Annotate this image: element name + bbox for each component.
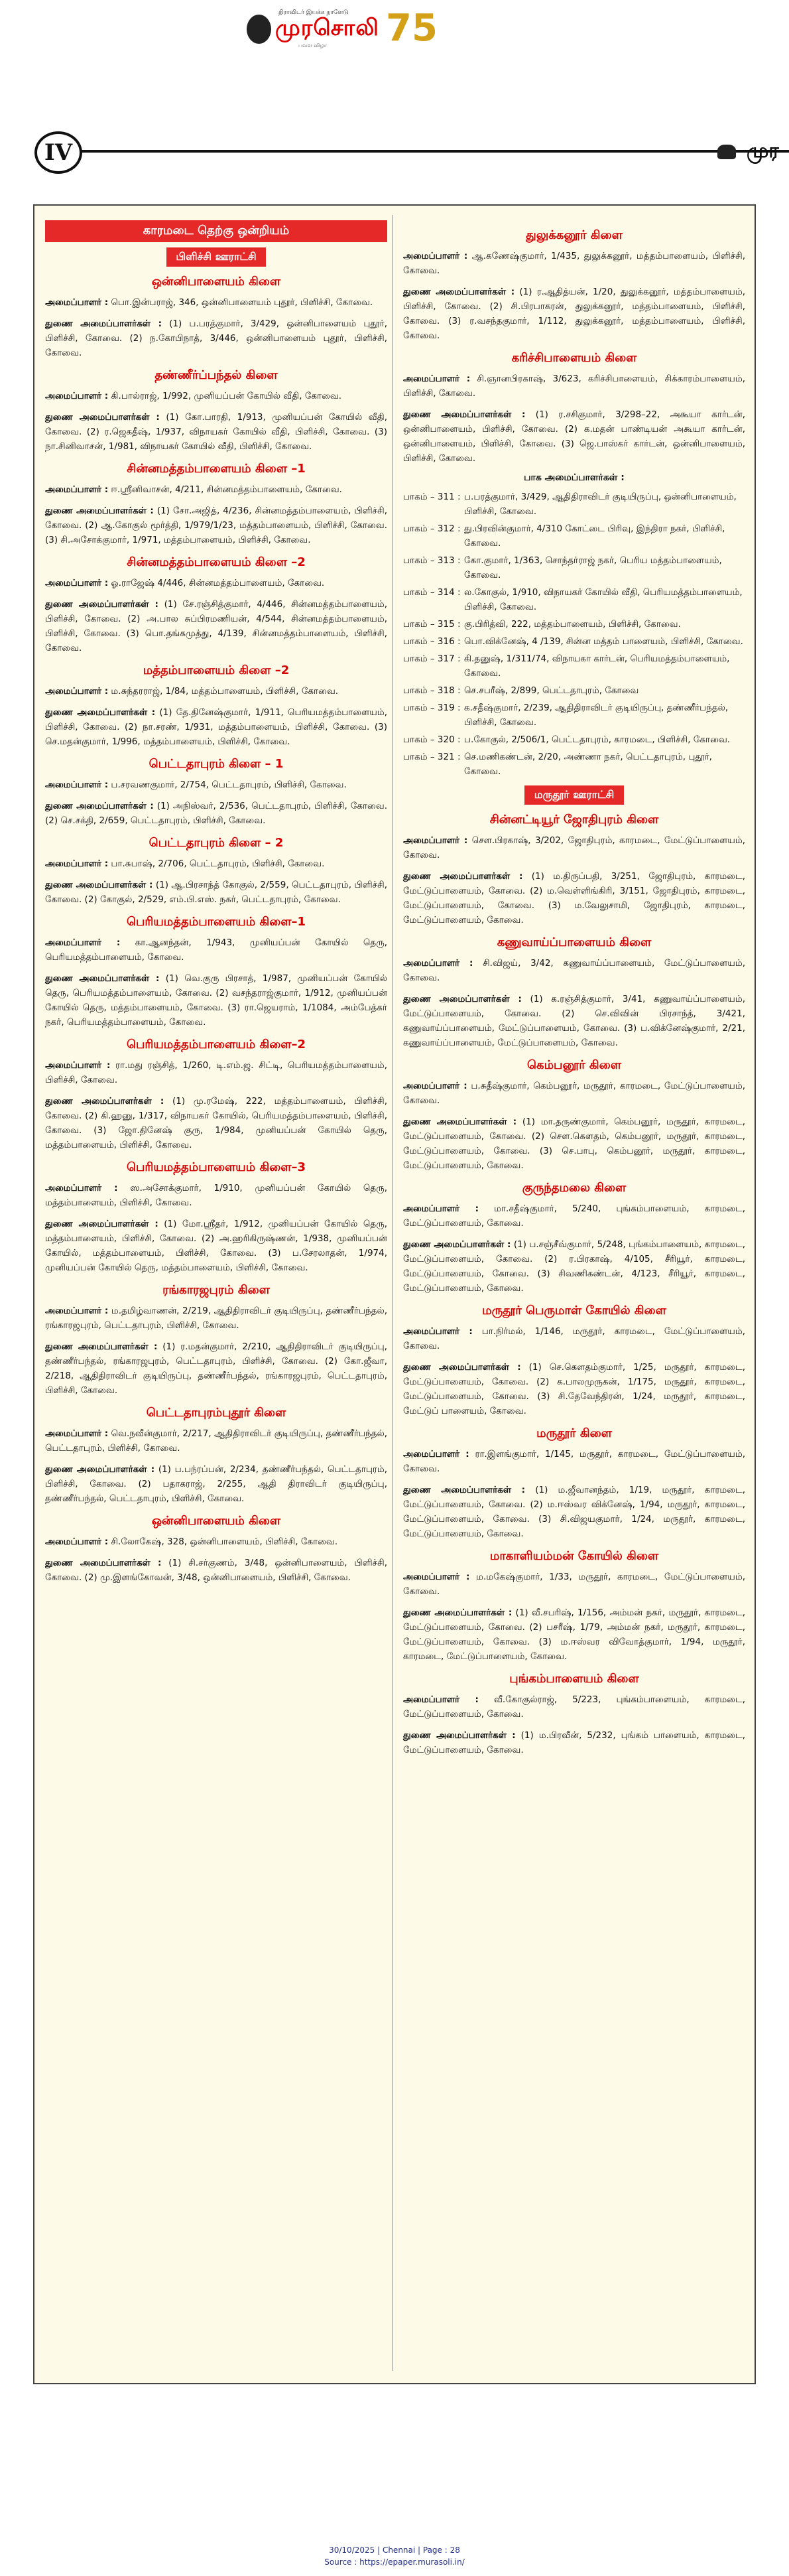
branch-title: தண்ணீர்ப்பந்தல் கிளை [154,368,278,382]
organiser-label: அமைப்பாளர் : [45,858,109,869]
branch-title: பெட்டதாபுரம்புதூர் கிளை [146,1406,286,1420]
deputy-text: (1) வீ.சபரிஷ், 1/156, அம்மன் நகர், மருதூர், காரமடை, மேட்டுப்பாளையம், கோவை. (2) பசரீஷ், 1/79, அம்மன் நகர், மருதூர், காரமடை, மேட்டுப்பாளையம், கோவை. (3) ம.ஈஸ்வர விவோத்குமார், 1/94, மருதூர், காரமடை, மேட்டுப்பாளையம், கோவை. [403,1607,745,1662]
booth-organiser: பொ.விக்னேஷ், 4 /139, சின்ன மத்தம் பாளையம், பிளிச்சி, கோவை. [464,636,743,647]
masthead-name: முரசொலி [275,15,379,41]
booth-number: பாகம் – 319 : [403,703,461,713]
organiser-entry [45,778,387,792]
deputy-text: (1) தே.தினேஷ்குமார், 1/911, பெரியமத்தம்பாளையம், பிளிச்சி, கோவை. (2) நா.சரண், 1/931, மத்தம்பாளையம், பிளிச்சி, கோவை. (3) செ.மதன்குமார், 1/996, மத்தம்பாளையம், பிளிச்சி, கோவை. [45,707,387,747]
organiser-text: சி.லோகேஷ், 328, ஒன்னிபாளையம், பிளிச்சி, கோவை. [111,1536,338,1547]
deputy-label: துணை அமைப்பாளர்கள் : [45,1558,162,1568]
organiser-label: அமைப்பாளர் : [45,391,109,401]
booth-number: பாகம் – 320 : [403,734,461,745]
murasoli-logo [247,12,379,46]
booth-organiser: ப.கோகுல், 2/506/1, பெட்டதாபுரம், காரமடை, பிளிச்சி, கோவை. [464,734,731,745]
deputy-label: துணை அமைப்பாளர்கள் : [45,707,156,718]
branch-title: மத்தம்பாளையம் கிளை –2 [143,663,290,677]
branch-title: கெம்பனூர் கிளை [527,1058,621,1072]
branch-title: புங்கம்பாளையம் கிளை [509,1672,639,1686]
branch-title: ரங்காரஜபுரம் கிளை [162,1283,270,1297]
booth-row [403,490,745,519]
deputy-label: துணை அமைப்பாளர்கள் : [403,994,522,1004]
anniversary-badge [386,5,443,52]
booth-row [403,701,745,730]
left-column [45,220,387,1592]
organiser-label: அமைப்பாளர் : [45,686,109,697]
booth-number: பாகம் – 312 : [403,523,461,534]
panchayat-title: பிளிச்சி ஊராட்சி [166,247,266,267]
booth-number: பாகம் – 313 : [403,555,461,566]
organiser-text: சி.விஜய், 3/42, கணுவாய்ப்பாளையம், மேட்டுப்பாளையம், கோவை. [403,958,745,983]
branch-title: ஒன்னிபாளையம் கிளை [151,275,281,289]
deputy-entry [403,407,745,466]
organiser-entry [45,482,387,497]
deputy-text: (1) ப.சஞ்சீவ்குமார், 5/248, புங்கம்பாளையம், காரமடை, மேட்டுப்பாளையம், கோவை. (2) ர.பிரகாஷ், 4/105, சீரியூர், காரமடை, மேட்டுப்பாளையம், கோவை. (3) சிவணிகண்டன், 4/123, சீரியூர், காரமடை, மேட்டுப்பாளையம், கோவை. [403,1239,745,1294]
organiser-entry [45,684,387,699]
booth-organiser: க.சதீஷ்குமார், 2/239, ஆதிதிராவிடர் குடியிருப்பு, தண்ணீர்பந்தல், பிளிச்சி, கோவை. [464,703,729,728]
page-numeral-badge: IV [34,131,82,174]
booth-number: பாகம் – 311 : [403,492,461,502]
masthead [0,0,789,53]
booth-number: பாகம் – 315 : [403,619,461,630]
organiser-label: அமைப்பாளர் : [403,373,471,384]
deputy-label: துணை அமைப்பாளர்கள் : [403,1362,521,1373]
organiser-label: அமைப்பாளர் : [45,578,109,588]
booth-number: பாகம் – 316 : [403,636,461,647]
organiser-text: வெ.நவீன்குமார், 2/217, ஆதிதிராவிடர் குடியிருப்பு, தண்ணீர்பந்தல், பெட்டதாபுரம், பிளிச்சி, கோவை. [45,1428,387,1454]
branch-title: கணுவாய்ப்பாளையம் கிளை [497,935,652,949]
branch-title: கரிச்சிபாளையம் கிளை [511,351,637,365]
deputy-text: (1) ர.மதன்குமார், 2/210, ஆதிதிராவிடர் குடியிருப்பு, தண்ணீர்பந்தல், ரங்காரஜபுரம், பெட்டதாபுரம், பிளிச்சி, கோவை. (2) கோ.ஜீவா, 2/218, ஆதிதிராவிடர் குடியிருப்பு, தண்ணீர்பந்தல், ரங்காரஜபுரம், பெட்டதாபுரம், பிளிச்சி, கோவை. [45,1341,387,1396]
deputy-entry [403,869,745,927]
footer-date: 30/10/2025 | Chennai | Page : 28 [329,2545,460,2555]
organiser-text: மா.சதீஷ்குமார், 5/240, புங்கம்பாளையம், காரமடை, மேட்டுப்பாளையம், கோவை. [403,1203,746,1229]
organiser-entry [403,833,745,862]
booth-heading: பாக அமைப்பாளர்கள் : [524,472,625,483]
deputy-label: துணை அமைப்பாளர்கள் : [403,287,515,297]
organiser-label: அமைப்பாளர் : [45,1183,118,1193]
organiser-label: அமைப்பாளர் : [403,1081,467,1091]
organiser-label: அமைப்பாளர் : [403,1449,469,1459]
deputy-label: துணை அமைப்பாளர்கள் : [45,801,154,811]
booth-organiser: செ.மணிகண்டன், 2/20, அண்ணா நகர், பெட்டதாபுரம், புதூர், கோவை. [464,752,712,777]
organiser-text: ம.மகேஷ்குமார், 1/33, மருதூர், காரமடை, மேட்டுப்பாளையம், கோவை. [403,1572,746,1597]
deputy-entry [403,1237,745,1296]
booth-organiser: கு.பிரித்வி, 222, மத்தம்பாளையம், பிளிச்சி, கோவை. [464,619,681,630]
deputy-text: (1) ஆ.பிரசாந்த் கோகுல், 2/559, பெட்டதாபுரம், பிளிச்சி, கோவை. (2) கோகுல், 2/529, எம்.பி.எஸ். நகர், பெட்டதாபுரம், கோவை. [45,880,387,905]
booth-row [403,634,745,649]
deputy-entry [403,1115,745,1173]
deputy-label: துணை அமைப்பாளர்கள் : [403,1485,526,1495]
booth-organiser: கி.தனுஷ், 1/311/74, விநாயகா கார்டன், பெரியமத்தம்பாளையம், கோவை. [464,653,730,679]
right-column [403,220,745,1764]
deputy-entry [403,1360,745,1418]
organiser-entry [45,1181,387,1210]
organiser-text: பொ.இன்பராஜ், 346, ஒன்னிபாளையம் புதூர், பிளிச்சி, கோவை. [111,297,373,308]
organiser-text: ம.தமிழ்வாணன், 2/219, ஆதிதிராவிடர் குடியிருப்பு, தண்ணீர்பந்தல், ரங்காரஜபுரம், பெட்டதாபுரம், பிளிச்சி, கோவை. [45,1306,387,1331]
organiser-entry [403,372,745,401]
deputy-label: துணை அமைப்பாளர்கள் : [403,1730,516,1741]
deputy-label: துணை அமைப்பாளர்கள் : [45,412,160,423]
deputy-label: துணை அமைப்பாளர்கள் : [403,1607,513,1618]
branch-title: குருந்தமலை கிளை [522,1181,627,1195]
deputy-text: (1) ப.பந்ரப்பன், 2/234, தண்ணீர்பந்தல், பெட்டதாபுரம், பிளிச்சி, கோவை. (2) பதாகராஜ், 2/255, ஆதி திராவிடர் குடியிருப்பு, தண்ணீர்பந்தல், பெட்டதாபுரம், பிளிச்சி, கோவை. [45,1464,388,1504]
deputy-label: துணை அமைப்பாளர்கள் : [45,973,160,984]
branch-title: பெட்டதாபுரம் கிளை – 1 [149,757,284,771]
booth-organiser: து.பிரவின்குமார், 4/310 கோட்டை பிரிவு, இந்திரா நகர், பிளிச்சி, கோவை. [464,523,725,549]
organiser-entry [403,249,745,278]
organiser-label: அமைப்பாளர் : [403,958,473,969]
booth-row [403,683,745,698]
organiser-text: சி.ஞானபிரகாஷ், 3/623, கரிச்சிபாளையம், சிக்காரம்பாளையம், பிளிச்சி, கோவை. [403,373,745,399]
booth-organiser: ல.கோகுல், 1/910, விநாயகர் கோயில் வீதி, பெரியமத்தம்பாளையம், பிளிச்சி, கோவை. [464,587,743,612]
deputy-label: துணை அமைப்பாளர்கள் : [45,880,153,890]
deputy-entry [403,285,745,343]
organiser-entry [45,576,387,590]
organiser-label: அமைப்பாளர் : [403,1203,479,1214]
organiser-entry [403,1079,745,1108]
booth-row [403,521,745,551]
deputy-text: (1) செ.கௌதம்குமார், 1/25, மருதூர், காரமடை, மேட்டுப்பாளையம், கோவை. (2) க.பாலமுருகன், 1/175, மருதூர், காரமடை, மேட்டுப்பாளையம், கோவை. (3) சி.தேவேந்திரன், 1/24, மருதூர், காரமடை, மேட்டுப் பாளையம், கோவை. [403,1362,746,1416]
organiser-label: அமைப்பாளர் : [403,251,468,261]
deputy-text: (1) ம.பிரவீன், 5/232, புங்கம் பாளையம், காரமடை, மேட்டுப்பாளையம், கோவை. [403,1730,746,1755]
organiser-text: ஓ.ராஜேஷ் 4/446, சின்னமத்தம்பாளையம், கோவை. [111,578,325,588]
organiser-entry [403,1692,745,1722]
booth-row [403,585,745,614]
deputy-text: (1) ர.சசிகுமார், 3/298–22, அகூயா கார்டன், ஒன்னிபாளையம், பிளிச்சி, கோவை. (2) க.மதன் பாண்டியன் அகூயா கார்டன், ஒன்னிபாளையம், பிளிச்சி, கோவை. (3) ஜெ.பாஸ்கர் கார்டன், ஒன்னிபாளையம், பிளிச்சி, கோவை. [403,409,746,464]
deputy-text: (1) ம.ஜீவானந்தம், 1/19, மருதூர், காரமடை, மேட்டுப்பாளையம், கோவை. (2) ம.ஈஸ்வர விக்னேஷ், 1/94, மருதூர், காரமடை, மேட்டுப்பாளையம், கோவை. (3) சி.விஜயகுமார், 1/24, மருதூர், காரமடை, மேட்டுப்பாளையம், கோவை. [403,1485,745,1539]
booth-organiser: செ.சபரீஷ், 2/899, பெட்டதாபுரம், கோவை [464,685,639,696]
deputy-entry [45,316,387,360]
organiser-label: அமைப்பாளர் : [403,835,468,846]
article-panel [33,204,756,2384]
branch-title: பெரியமத்தம்பாளையம் கிளை–3 [126,1160,306,1174]
tiger-icon [717,145,736,159]
deputy-label: துணை அமைப்பாளர்கள் : [403,1239,511,1250]
panchayat-title: மருதூர் ஊராட்சி [524,785,624,805]
organiser-entry [45,935,387,965]
organiser-label: அமைப்பாளர் : [45,937,121,948]
organiser-text: ஈ.ஸ்ரீனிவாசன், 4/211, சின்னமத்தம்பாளையம், கோவை. [111,484,342,495]
branch-title: சின்னமத்தம்பாளையம் கிளை –1 [127,462,306,476]
deputy-entry [45,971,387,1030]
organiser-text: கி.பால்ராஜ், 1/992, முனியப்பன் கோயில் வீதி, கோவை. [111,391,342,401]
organiser-entry [45,1534,387,1549]
booth-row [403,617,745,632]
organiser-label: அமைப்பாளர் : [45,1060,111,1071]
deputy-text: (1) மா.தருண்குமார், கெம்பனூர், மருதூர், காரமடை, மேட்டுப்பாளையம், கோவை. (2) சௌ.கௌதம், கெம்பனூர், மருதூர், காரமடை, மேட்டுப்பாளையம், கோவை. (3) செ.பாபு, கெம்பனூர், மருதூர், காரமடை, மேட்டுப்பாளையம், கோவை. [403,1117,746,1171]
branch-title: மருதூர் கிளை [536,1426,612,1440]
deputy-text: (1) அநிஸ்வர், 2/536, பெட்டதாபுரம், பிளிச்சி, கோவை. (2) செ.சக்தி, 2/659, பெட்டதாபுரம், பிளிச்சி, கோவை. [45,801,388,826]
organiser-entry [403,1324,745,1353]
organiser-entry [403,1570,745,1599]
organiser-label: அமைப்பாளர் : [45,484,109,495]
organiser-text: ரா.இளங்குமார், 1/145, மருதூர், காரமடை, மேட்டுப்பாளையம், கோவை. [403,1449,745,1474]
branch-title: சின்னட்டியூர் ஜோதிபுரம் கிளை [489,813,659,827]
deputy-entry [45,1462,387,1506]
deputy-text: (1) ப.பரத்குமார், 3/429, ஒன்னிபாளையம் புதூர், பிளிச்சி, கோவை. (2) ந.கோபிநாத், 3/446, ஒன்னிபாளையம் புதூர், பிளிச்சி, கோவை. [45,318,388,358]
booth-number: பாகம் – 321 : [403,752,461,762]
deputy-entry [45,878,387,907]
deputy-text: (1) மு.ரமேஷ், 222, மத்தம்பாளையம், பிளிச்சி, கோவை. (2) கி.ஹனு, 1/317, விநாயகர் கோயில், பெரியமத்தம்பாளையம், பிளிச்சி, கோவை. (3) ஜோ.தினேஷ் குரு, 1/984, முனியப்பன் கோயில் தெரு, மத்தம்பாளையம், பிளிச்சி, கோவை. [45,1096,387,1150]
union-title: காரமடை தெற்கு ஒன்றியம் [45,220,387,242]
drum-icon [247,15,271,44]
organiser-text: பா.நிர்மல், 1/146, மருதூர், காரமடை, மேட்டுப்பாளையம், கோவை. [403,1326,745,1351]
organiser-text: ஆ.கணேஷ்குமார், 1/435, துலுக்கனூர், மத்தம்பாளையம், பிளிச்சி, கோவை. [403,251,745,276]
organiser-entry [45,389,387,403]
organiser-text: பா.சுபாஷ், 2/706, பெட்டதாபுரம், பிளிச்சி, கோவை. [111,858,325,869]
deputy-text: (1) சோ.அஜித், 4/236, சின்னமத்தம்பாளையம், பிளிச்சி, கோவை. (2) ஆ.கோகுல் மூர்த்தி, 1/979/1/23, மத்தம்பாளையம், பிளிச்சி, கோவை. (3) சி.அசோக்குமார், 1/971, மத்தம்பாளையம், பிளிச்சி, கோவை. [45,506,387,545]
branch-title: சின்னமத்தம்பாளையம் கிளை –2 [127,555,306,569]
branch-title: மருதூர் பெருமாள் கோயில் கிளை [482,1304,666,1318]
deputy-text: (1) சி.சர்குணம், 3/48, ஒன்னிபாளையம், பிளிச்சி, கோவை. (2) மு.இளங்கோவன், 3/48, ஒன்னிபாளையம், பிளிச்சி, கோவை. [45,1558,387,1583]
deputy-entry [45,1094,387,1152]
deputy-entry [45,1217,387,1275]
booth-row [403,553,745,582]
deputy-label: துணை அமைப்பாளர்கள் : [403,1117,517,1127]
deputy-entry [45,1556,387,1585]
booth-row [403,732,745,747]
branch-title: பெட்டதாபுரம் கிளை – 2 [149,836,284,850]
masthead-tagline: திராவிடர் இயக்க நாளேடு [278,9,349,16]
section-name: முர [747,139,779,163]
booth-row [403,750,745,779]
deputy-label: துணை அமைப்பாளர்கள் : [45,599,158,610]
branch-title: ஒன்னிபாளையம் கிளை [151,1514,281,1528]
branch-title: மாகாளியம்மன் கோயில் கிளை [489,1549,659,1563]
deputy-label: துணை அமைப்பாளர்கள் : [45,1464,155,1475]
deputy-text: (1) மோ.ஸ்ரீதர், 1/912, முனியப்பன் கோயில் தெரு, மத்தம்பாளையம், பிளிச்சி, கோவை. (2) அ.ஹரிகிருஷ்ணன், 1/938, முனியப்பன் கோயில், மத்தம்பாளையம், பிளிச்சி, கோவை. (3) ப.சேரலாதன், 1/974, முனியப்பன் கோயில் தெரு, மத்தம்பாளையம், பிளிச்சி, கோவை. [45,1219,388,1273]
organiser-text: சௌ.பிரகாஷ், 3/202, ஜோதிபுரம், காரமடை, மேட்டுப்பாளையம், கோவை. [403,835,745,860]
deputy-entry [45,504,387,547]
organiser-entry [45,295,387,310]
booth-organiser: ப.பரத்குமார், 3/429, ஆதிதிராவிடர் குடியிருப்பு, ஒன்னிபாளையம், பிளிச்சி, கோவை. [464,492,737,517]
deputy-entry [403,992,745,1050]
deputy-entry [45,705,387,749]
organiser-entry [45,1426,387,1456]
anniversary-number: 75 [386,7,438,50]
organiser-label: அமைப்பாளர் : [45,780,109,790]
organiser-text: ப.சுதீஷ்குமார், கெம்பனூர், மருதூர், காரமடை, மேட்டுப்பாளையம், கோவை. [403,1081,745,1106]
organiser-label: அமைப்பாளர் : [403,1572,470,1582]
deputy-label: துணை அமைப்பாளர்கள் : [403,409,526,420]
deputy-entry [45,410,387,454]
deputy-text: (1) ர.ஆதித்யன், 1/20, துலுக்கனூர், மத்தம்பாளையம், பிளிச்சி, கோவை. (2) சி.பிரபாகரன், துலுக்கனூர், மத்தம்பாளையம், பிளிச்சி, கோவை. (3) ர.வசந்தகுமார், 1/112, துலுக்கனூர், மத்தம்பாளையம், பிளிச்சி, கோவை. [403,287,746,341]
organiser-text: ரா.மது ரஞ்சித், 1/260, டி.எம்.ஜ. சிட்டி, பெரியமத்தம்பாளையம், பிளிச்சி, கோவை. [45,1060,387,1085]
deputy-text: (1) வெ.குரு பிரசாத், 1/987, முனியப்பன் கோயில் தெரு, பெரியமத்தம்பாளையம், கோவை. (2) வசந்தராஜ்குமார், 1/912, முனியப்பன் கோயில் தெரு, மத்தம்பாளையம், கோவை. (3) ரா.ஜெயராம், 1/1084, அம்பேத்கர் நகர், பெரியமத்தம்பாளையம், கோவை. [45,973,388,1028]
deputy-label: துணை அமைப்பாளர்கள் : [45,1219,158,1229]
footer-source: Source : https://epaper.murasoli.in/ [324,2557,465,2567]
deputy-text: (1) கோ.பாரதி, 1/913, முனியப்பன் கோயில் வீதி, கோவை. (2) ர.ஜெகதீஷ், 1/937, விநாயகர் கோயில் வீதி, பிளிச்சி, கோவை. (3) நா.சினிவாசன், 1/981, விநாயகர் கோயில் வீதி, பிளிச்சி, கோவை. [45,412,387,452]
masthead-subline: பவள விழா [298,42,328,48]
organiser-text: ஸ.அசோக்குமார், 1/910, முனியப்பன் கோயில் தெரு, மத்தம்பாளையம், பிளிச்சி, கோவை. [45,1183,387,1208]
deputy-entry [403,1483,745,1541]
organiser-label: அமைப்பாளர் : [403,1326,473,1337]
booth-number: பாகம் – 314 : [403,587,461,598]
organiser-entry [403,1447,745,1476]
organiser-label: அமைப்பாளர் : [45,1428,109,1439]
booth-number: பாகம் – 317 : [403,653,461,664]
deputy-label: துணை அமைப்பாளர்கள் : [45,1096,164,1107]
deputy-label: துணை அமைப்பாளர்கள் : [45,1341,158,1352]
branch-title: துலுக்கனூர் கிளை [526,228,623,242]
booth-number: பாகம் – 318 : [403,685,461,696]
organiser-text: ம.சுந்தரராஜ், 1/84, மத்தம்பாளையம், பிளிச்சி, கோவை. [111,686,339,697]
deputy-label: துணை அமைப்பாளர்கள் : [45,318,162,329]
organiser-text: கா.ஆனந்தன், 1/943, முனியப்பன் கோயில் தெரு, பெரியமத்தம்பாளையம், கோவை. [45,937,388,963]
deputy-text: (1) ம.திருப்பதி, 3/251, ஜோதிபுரம், காரமடை, மேட்டுப்பாளையம், கோவை. (2) ம.வெள்ளிங்கிரி, 3/151, ஜோதிபுரம், காரமடை, மேட்டுப்பாளையம், கோவை. (3) ம.வேலுசாமி, ஜோதிபுரம், காரமடை, மேட்டுப்பாளையம், கோவை. [403,871,746,925]
organiser-text: ப.சரவணகுமார், 2/754, பெட்டதாபுரம், பிளிச்சி, கோவை. [111,780,347,790]
organiser-label: அமைப்பாளர் : [403,1694,479,1705]
organiser-label: அமைப்பாளர் : [45,297,109,308]
deputy-entry [403,1605,745,1664]
organiser-entry [45,856,387,871]
booth-organiser: கோ.குமார், 1/363, சொந்தர்ராஜ் நகர், பெரிய மத்தம்பாளையம், கோவை. [464,555,722,580]
deputy-text: (1) க.ரஞ்சித்குமார், 3/41, கணுவாய்ப்பாளையம், மேட்டுப்பாளையம், கோவை. (2) செ.விவின் பிரசாந்த், 3/421, கணுவாய்ப்பாளையம், மேட்டுப்பாளையம், கோவை. (3) ப.விக்னேஷ்குமார், 2/21, கணுவாய்ப்பாளையம், மேட்டுப்பாளையம், கோவை. [403,994,746,1048]
section-rule [73,150,789,153]
organiser-text: வீ.கோகுல்ராஜ், 5/223, புங்கம்பாளையம், காரமடை, மேட்டுப்பாளையம், கோவை. [403,1694,745,1720]
organiser-label: அமைப்பாளர் : [45,1306,109,1316]
page-footer [0,2544,789,2568]
organiser-entry [403,1201,745,1231]
organiser-entry [403,956,745,985]
organiser-label: அமைப்பாளர் : [45,1536,109,1547]
section-band [0,130,789,172]
deputy-entry [45,799,387,828]
deputy-entry [45,597,387,655]
organiser-entry [45,1304,387,1333]
branch-title: பெரியமத்தம்பாளையம் கிளை–1 [126,915,306,929]
deputy-entry [403,1728,745,1757]
deputy-label: துணை அமைப்பாளர்கள் : [403,871,523,882]
booth-row [403,651,745,681]
branch-title: பெரியமத்தம்பாளையம் கிளை–2 [126,1038,306,1051]
deputy-text: (1) சே.ரஞ்சித்குமார், 4/446, சின்னமத்தம்பாளையம், பிளிச்சி, கோவை. (2) அ.பால சுப்பிரமணியன், 4/544, சின்னமத்தம்பாளையம், பிளிச்சி, கோவை. (3) பொ.தங்கமுத்து, 4/139, சின்னமத்தம்பாளையம், பிளிச்சி, கோவை. [45,599,388,653]
deputy-label: துணை அமைப்பாளர்கள் : [45,506,154,516]
organiser-entry [45,1058,387,1087]
deputy-entry [45,1339,387,1398]
